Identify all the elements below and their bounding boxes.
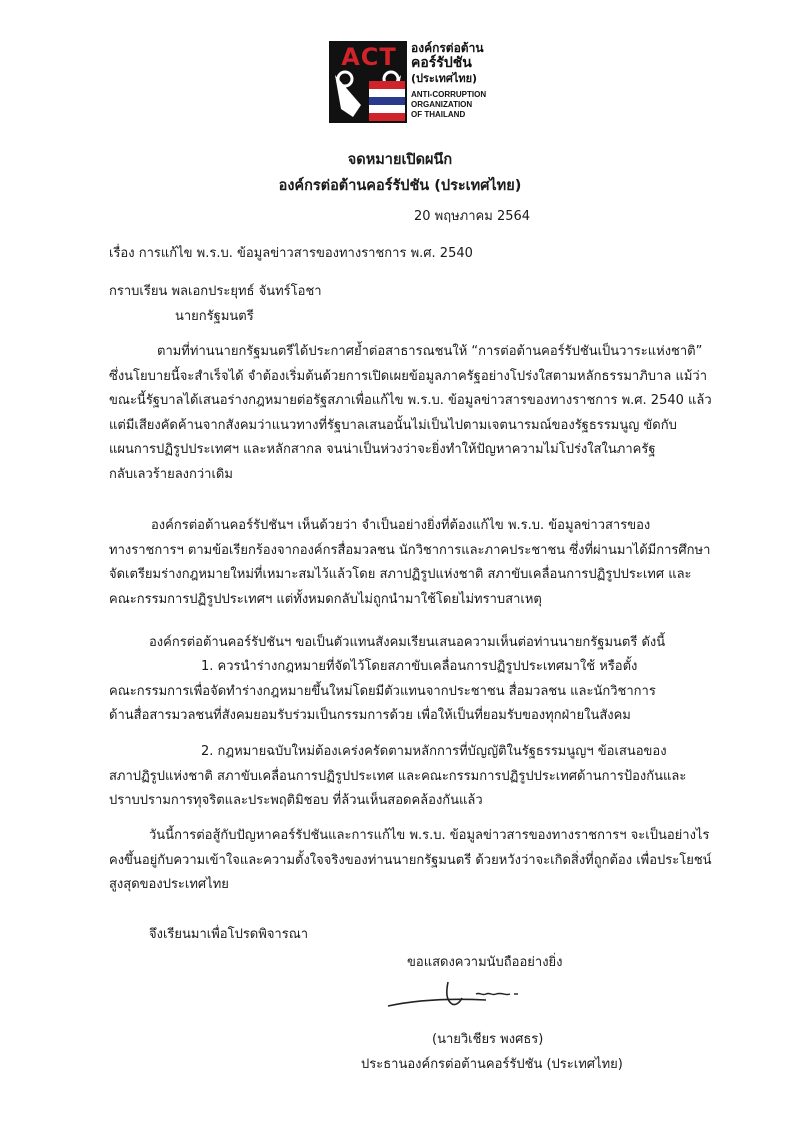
letter-date: 20 พฤษภาคม 2564 <box>414 209 531 224</box>
logo-en-line1: ANTI-CORRUPTION <box>411 90 487 99</box>
paragraph-line: แผนการปฏิรูปประเทศฯ และหลักสากล จนน่าเป็นห่วงว่าจะยิ่งทำให้ปัญหาความไม่โปร่งใสในภาครัฐ <box>109 442 656 457</box>
paragraph-line: ซึ่งนโยบายนี้จะสำเร็จได้ จำต้องเริ่มต้นด้วยการเปิดเผยข้อมูลภาครัฐอย่างโปร่งใสตามหลักธรรมาภิบาล แม้ว่า <box>109 368 707 384</box>
signer-name: (นายวิเชียร พงศธร) <box>432 1032 544 1047</box>
thai-flag-icon <box>369 81 405 121</box>
logo-thai-line2: คอร์รัปชัน <box>411 55 472 71</box>
paragraph-line: จัดเตรียมร่างกฎหมายใหม่ที่เหมาะสมไว้แล้วโดย สภาปฏิรูปแห่งชาติ สภาขับเคลื่อนการปฏิรูปประเทศ และ <box>109 567 692 582</box>
logo-en-line3: OF THAILAND <box>411 110 466 119</box>
paragraph-2 <box>109 514 711 612</box>
paragraph-line: องค์กรต่อต้านคอร์รัปชันฯ เห็นด้วยว่า จำเป็นอย่างยิ่งที่ต้องแก้ไข พ.ร.บ. ข้อมูลข่าวสารของ <box>151 518 651 533</box>
closing-phrase: ขอแสดงความนับถืออย่างยิ่ง <box>407 955 563 970</box>
recommendations-intro: องค์กรต่อต้านคอร์รัปชันฯ ขอเป็นตัวแทนสังคมเรียนเสนอความเห็นต่อท่านนายกรัฐมนตรี ดังนี้ <box>149 635 666 650</box>
paragraph-1 <box>109 340 712 487</box>
paragraph-line: แต่มีเสียงคัดค้านจากสังคมว่าแนวทางที่รัฐบาลเสนอนั้นไม่เป็นไปตามเจตนารมณ์ของรัฐธรรมนูญ ขัดกับ <box>109 417 677 433</box>
logo-act-text: ACT <box>341 43 397 71</box>
logo-mark <box>329 41 407 123</box>
logo-thai-line3: (ประเทศไทย) <box>411 72 478 85</box>
paragraph-line: ขณะนี้รัฐบาลได้เสนอร่างกฎหมายต่อรัฐสภาเพื่อแก้ไข พ.ร.บ. ข้อมูลข่าวสารของทางราชการ พ.ศ. 2540 แล้ว <box>109 393 712 408</box>
recommendation-1 <box>109 655 693 729</box>
letter-title: จดหมายเปิดผนึก <box>347 152 453 168</box>
paragraph-line: ทางราชการฯ ตามข้อเรียกร้องจากองค์กรสื่อมวลชน นักวิชาการและภาคประชาชน ซึ่งที่ผ่านมาได้มีการศึกษา <box>109 542 711 558</box>
paragraph-line: สภาปฏิรูปแห่งชาติ สภาขับเคลื่อนการปฏิรูปประเทศ และคณะกรรมการปฏิรูปประเทศด้านการป้องกันและ <box>109 768 687 784</box>
paragraph-line: ปราบปรามการทุจริตและประพฤติมิชอบ ที่ล้วนเห็นสอดคล้องกันแล้ว <box>109 793 483 808</box>
paragraph-line: วันนี้การต่อสู้กับปัญหาคอร์รัปชันและการแก้ไข พ.ร.บ. ข้อมูลข่าวสารของทางราชการฯ จะเป็นอย่างไร <box>149 828 710 843</box>
act-logo <box>329 41 489 125</box>
paragraph-line: 2. กฎหมายฉบับใหม่ต้องเคร่งครัดตามหลักการที่บัญญัติในรัฐธรรมนูญฯ ข้อเสนอของ <box>201 744 667 759</box>
handwritten-signature <box>386 970 546 1016</box>
paragraph-line: กลับเลวร้ายลงกว่าเดิม <box>109 466 233 482</box>
letter-org-heading: องค์กรต่อต้านคอร์รัปชัน (ประเทศไทย) <box>278 178 522 194</box>
paragraph-line: คณะกรรมการปฏิรูปประเทศฯ แต่ทั้งหมดกลับไม่ถูกนำมาใช้โดยไม่ทราบสาเหตุ <box>109 591 542 607</box>
recommendation-2 <box>109 740 693 814</box>
paragraph-line: สูงสุดของประเทศไทย <box>109 877 229 892</box>
paragraph-line: 1. ควรนำร่างกฎหมายที่จัดไว้โดยสภาขับเคลื่อนการปฏิรูปประเทศมาใช้ หรือตั้ง <box>201 659 638 674</box>
letter-salutation: กราบเรียน พลเอกประยุทธ์ จันทร์โอชา <box>109 284 322 299</box>
paragraph-line: คงขึ้นอยู่กับความเข้าใจและความตั้งใจจริงของท่านนายกรัฐมนตรี ด้วยหวังว่าจะเกิดสิ่งที่ถูกต้อง เพื่อประโยชน์ <box>109 852 712 868</box>
paragraph-4 <box>109 824 712 898</box>
paragraph-line: คณะกรรมการเพื่อจัดทำร่างกฎหมายขึ้นใหม่โดยมีตัวแทนจากประชาชน สื่อมวลชน และนักวิชาการ <box>109 683 656 699</box>
recipient-title: นายกรัฐมนตรี <box>175 309 254 324</box>
paragraph-line: ด้านสื่อสารมวลชนที่สังคมยอมรับร่วมเป็นกรรมการด้วย เพื่อให้เป็นที่ยอมรับของทุกฝ่ายในสังคม <box>109 708 631 723</box>
closing-request: จึงเรียนมาเพื่อโปรดพิจารณา <box>149 927 309 942</box>
signer-title: ประธานองค์กรต่อต้านคอร์รัปชัน (ประเทศไทย) <box>361 1057 623 1072</box>
logo-wordmark <box>411 41 493 120</box>
logo-en-line2: ORGANIZATION <box>411 100 473 109</box>
logo-thai-line1: องค์กรต่อต้าน <box>411 41 484 55</box>
paragraph-line: ตามที่ท่านนายกรัฐมนตรีได้ประกาศย้ำต่อสาธารณชนให้ “การต่อต้านคอร์รัปชันเป็นวาระแห่งชาติ” <box>157 344 703 359</box>
letter-subject: เรื่อง การแก้ไข พ.ร.บ. ข้อมูลข่าวสารของทางราชการ พ.ศ. 2540 <box>109 246 473 261</box>
